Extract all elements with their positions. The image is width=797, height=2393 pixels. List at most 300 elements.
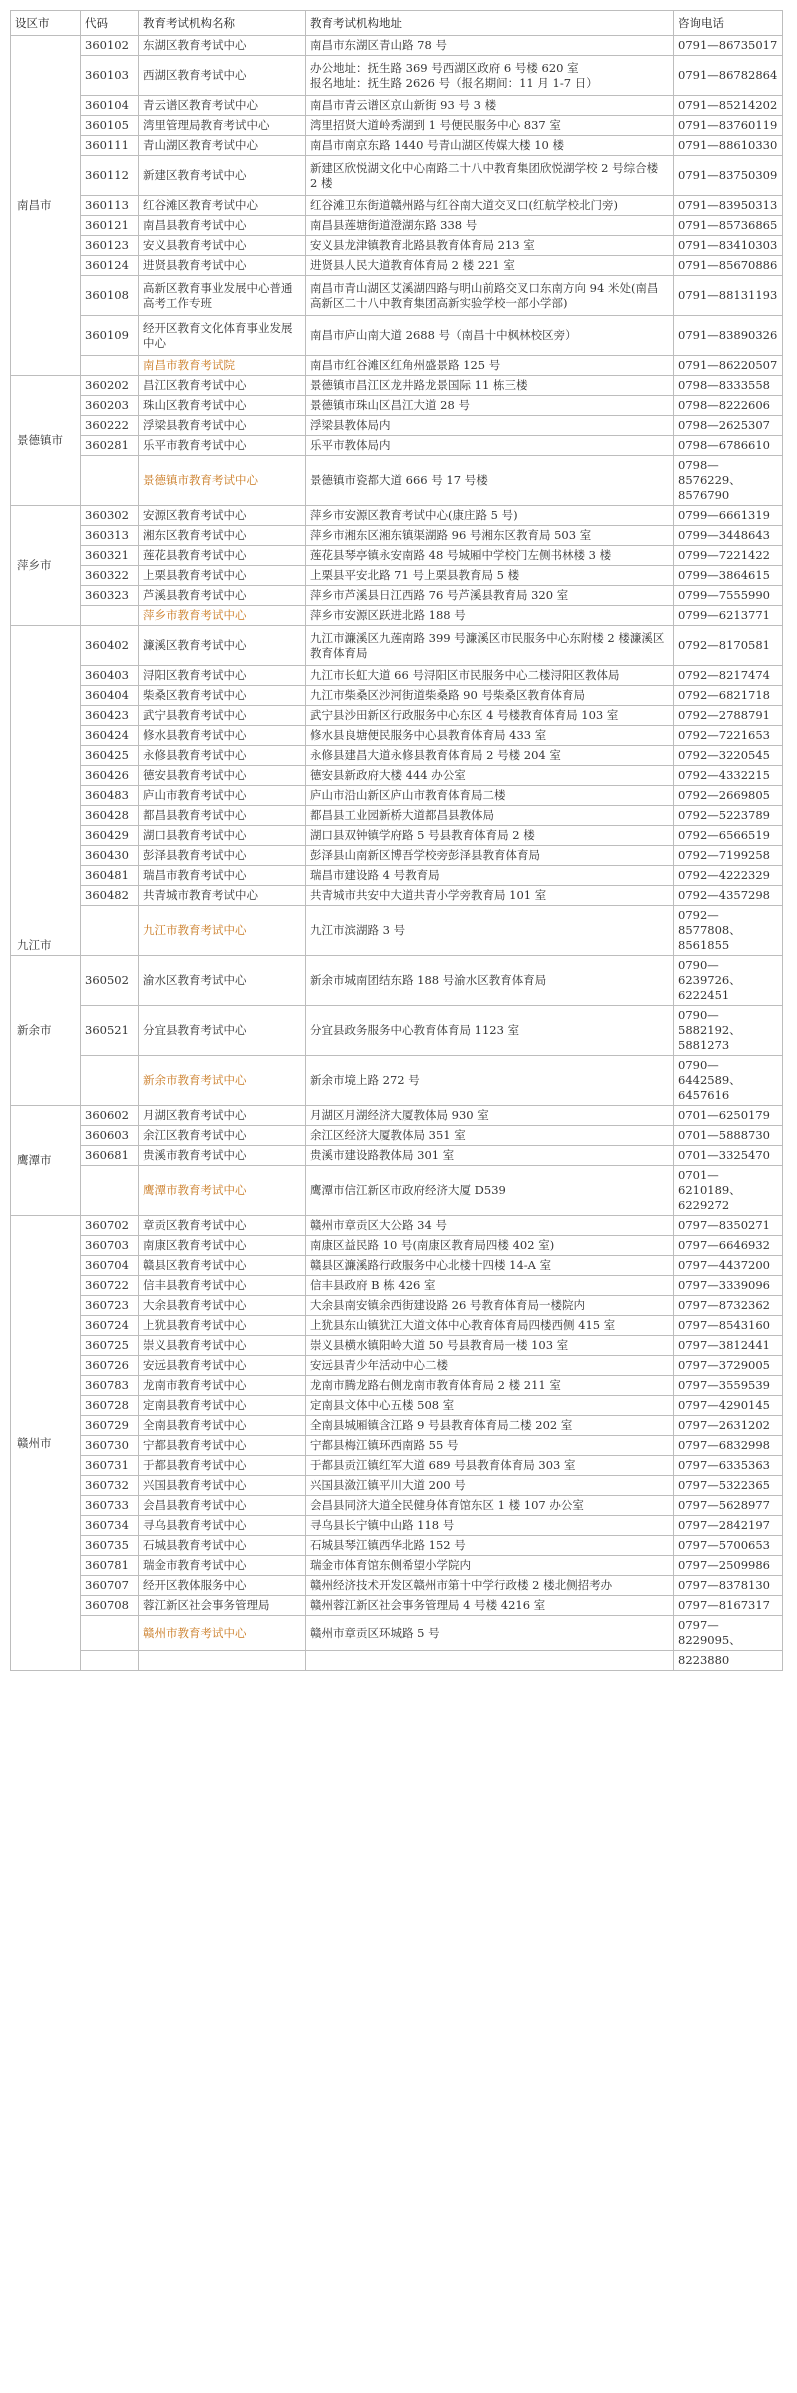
table-row bbox=[11, 686, 783, 706]
phone-cell: 0792—2669805 bbox=[674, 786, 783, 806]
table-row bbox=[11, 1396, 783, 1416]
table-row bbox=[11, 866, 783, 886]
agency-name-cell: 青云谱区教育考试中心 bbox=[139, 96, 306, 116]
code-cell: 360102 bbox=[81, 36, 139, 56]
agency-address-cell: 信丰县政府 B 栋 426 室 bbox=[306, 1276, 674, 1296]
code-cell: 360222 bbox=[81, 416, 139, 436]
code-cell: 360124 bbox=[81, 256, 139, 276]
table-row bbox=[11, 1336, 783, 1356]
city-cell: 九江市 bbox=[11, 626, 81, 956]
agency-name-cell: 南昌市教育考试院 bbox=[139, 356, 306, 376]
table-row bbox=[11, 1576, 783, 1596]
agency-address-cell: 崇义县横水镇阳岭大道 50 号县教育局一楼 103 室 bbox=[306, 1336, 674, 1356]
agency-address-cell: 新余市城南团结东路 188 号渝水区教育体育局 bbox=[306, 956, 674, 1006]
agency-address-cell bbox=[306, 1651, 674, 1671]
phone-cell: 0798—8222606 bbox=[674, 396, 783, 416]
table-row bbox=[11, 746, 783, 766]
table-row bbox=[11, 1616, 783, 1651]
agency-address-cell: 大余县南安镇余西街建设路 26 号教育体育局一楼院内 bbox=[306, 1296, 674, 1316]
agency-name-cell: 红谷滩区教育考试中心 bbox=[139, 196, 306, 216]
agency-address-cell: 萍乡市安源区教育考试中心(康庄路 5 号) bbox=[306, 506, 674, 526]
agency-name-cell: 信丰县教育考试中心 bbox=[139, 1276, 306, 1296]
phone-cell: 0799—3864615 bbox=[674, 566, 783, 586]
agency-address-cell: 赣州市章贡区环城路 5 号 bbox=[306, 1616, 674, 1651]
phone-cell: 0797—3812441 bbox=[674, 1336, 783, 1356]
header-phone: 咨询电话 bbox=[674, 11, 783, 36]
table-row bbox=[11, 56, 783, 96]
agency-name-cell: 景德镇市教育考试中心 bbox=[139, 456, 306, 506]
phone-cell: 8223880 bbox=[674, 1651, 783, 1671]
table-row bbox=[11, 1126, 783, 1146]
phone-cell: 0797—3339096 bbox=[674, 1276, 783, 1296]
phone-cell: 0798—6786610 bbox=[674, 436, 783, 456]
code-cell: 360425 bbox=[81, 746, 139, 766]
agency-name-cell: 湾里管理局教育考试中心 bbox=[139, 116, 306, 136]
agency-address-cell: 湾里招贤大道岭秀湖到 1 号便民服务中心 837 室 bbox=[306, 116, 674, 136]
agency-address-cell: 南昌市庐山南大道 2688 号（南昌十中枫林校区旁） bbox=[306, 316, 674, 356]
agency-address-cell: 九江市柴桑区沙河街道柴桑路 90 号柴桑区教育体育局 bbox=[306, 686, 674, 706]
table-row bbox=[11, 606, 783, 626]
agency-name-cell: 会昌县教育考试中心 bbox=[139, 1496, 306, 1516]
agency-name-cell: 都昌县教育考试中心 bbox=[139, 806, 306, 826]
agency-name-cell: 寻乌县教育考试中心 bbox=[139, 1516, 306, 1536]
table-row bbox=[11, 36, 783, 56]
code-cell: 360724 bbox=[81, 1316, 139, 1336]
code-cell: 360726 bbox=[81, 1356, 139, 1376]
table-row bbox=[11, 1496, 783, 1516]
agency-address-cell: 新建区欣悦湖文化中心南路二十八中教育集团欣悦湖学校 2 号综合楼 2 楼 bbox=[306, 156, 674, 196]
agency-address-cell: 红谷滩卫东街道赣州路与红谷南大道交叉口(红航学校北门旁) bbox=[306, 196, 674, 216]
table-row bbox=[11, 666, 783, 686]
agency-name-cell: 德安县教育考试中心 bbox=[139, 766, 306, 786]
phone-cell: 0792—6821718 bbox=[674, 686, 783, 706]
code-cell: 360735 bbox=[81, 1536, 139, 1556]
phone-cell: 0792—4222329 bbox=[674, 866, 783, 886]
agency-address-cell: 南昌市红谷滩区红角州盛景路 125 号 bbox=[306, 356, 674, 376]
table-row bbox=[11, 1596, 783, 1616]
code-cell: 360602 bbox=[81, 1106, 139, 1126]
agency-name-cell bbox=[139, 1651, 306, 1671]
agency-address-cell: 会昌县同济大道全民健身体育馆东区 1 楼 107 办公室 bbox=[306, 1496, 674, 1516]
phone-cell: 0792—6566519 bbox=[674, 826, 783, 846]
code-cell: 360483 bbox=[81, 786, 139, 806]
phone-cell: 0797—8350271 bbox=[674, 1216, 783, 1236]
table-row bbox=[11, 216, 783, 236]
city-cell: 新余市 bbox=[11, 956, 81, 1106]
agency-name-cell: 芦溪县教育考试中心 bbox=[139, 586, 306, 606]
agency-name-cell: 萍乡市教育考试中心 bbox=[139, 606, 306, 626]
phone-cell: 0792—8170581 bbox=[674, 626, 783, 666]
agency-name-cell: 赣县区教育考试中心 bbox=[139, 1256, 306, 1276]
header-code: 代码 bbox=[81, 11, 139, 36]
agency-address-cell: 赣州蓉江新区社会事务管理局 4 号楼 4216 室 bbox=[306, 1596, 674, 1616]
agency-address-cell: 余江区经济大厦教体局 351 室 bbox=[306, 1126, 674, 1146]
table-row bbox=[11, 396, 783, 416]
agency-address-cell: 月湖区月湖经济大厦教体局 930 室 bbox=[306, 1106, 674, 1126]
phone-cell: 0791—88131193 bbox=[674, 276, 783, 316]
code-cell: 360723 bbox=[81, 1296, 139, 1316]
code-cell: 360722 bbox=[81, 1276, 139, 1296]
phone-cell: 0791—88610330 bbox=[674, 136, 783, 156]
table-header-row bbox=[11, 11, 783, 36]
agency-address-cell: 景德镇市瓷都大道 666 号 17 号楼 bbox=[306, 456, 674, 506]
agency-name-cell: 全南县教育考试中心 bbox=[139, 1416, 306, 1436]
table-row bbox=[11, 886, 783, 906]
phone-cell: 0791—83750309 bbox=[674, 156, 783, 196]
phone-cell: 0791—85670886 bbox=[674, 256, 783, 276]
table-row bbox=[11, 906, 783, 956]
phone-cell: 0790—6442589、6457616 bbox=[674, 1056, 783, 1106]
code-cell: 360781 bbox=[81, 1556, 139, 1576]
code-cell: 360404 bbox=[81, 686, 139, 706]
code-cell: 360428 bbox=[81, 806, 139, 826]
table-row bbox=[11, 956, 783, 1006]
agency-name-cell: 经开区教体服务中心 bbox=[139, 1576, 306, 1596]
phone-cell: 0797—6832998 bbox=[674, 1436, 783, 1456]
agency-address-cell: 共青城市共安中大道共青小学旁教育局 101 室 bbox=[306, 886, 674, 906]
code-cell: 360104 bbox=[81, 96, 139, 116]
agency-name-cell: 共青城市教育考试中心 bbox=[139, 886, 306, 906]
agency-address-cell: 九江市濂溪区九莲南路 399 号濂溪区市民服务中心东附楼 2 楼濂溪区教育体育局 bbox=[306, 626, 674, 666]
code-cell: 360121 bbox=[81, 216, 139, 236]
agency-name-cell: 东湖区教育考试中心 bbox=[139, 36, 306, 56]
code-cell: 360481 bbox=[81, 866, 139, 886]
agency-name-cell: 西湖区教育考试中心 bbox=[139, 56, 306, 96]
code-cell: 360202 bbox=[81, 376, 139, 396]
agency-address-cell: 赣州经济技术开发区赣州市第十中学行政楼 2 楼北侧招考办 bbox=[306, 1576, 674, 1596]
agency-name-cell: 九江市教育考试中心 bbox=[139, 906, 306, 956]
agency-name-cell: 章贡区教育考试中心 bbox=[139, 1216, 306, 1236]
phone-cell: 0792—7199258 bbox=[674, 846, 783, 866]
city-cell: 萍乡市 bbox=[11, 506, 81, 626]
phone-cell: 0797—8378130 bbox=[674, 1576, 783, 1596]
table-row bbox=[11, 1651, 783, 1671]
code-cell: 360733 bbox=[81, 1496, 139, 1516]
table-row bbox=[11, 1456, 783, 1476]
agency-name-cell: 珠山区教育考试中心 bbox=[139, 396, 306, 416]
code-cell: 360402 bbox=[81, 626, 139, 666]
header-agency-address: 教育考试机构地址 bbox=[306, 11, 674, 36]
code-cell: 360108 bbox=[81, 276, 139, 316]
agency-name-cell: 彭泽县教育考试中心 bbox=[139, 846, 306, 866]
agency-address-cell: 兴国县潋江镇平川大道 200 号 bbox=[306, 1476, 674, 1496]
code-cell: 360423 bbox=[81, 706, 139, 726]
agency-address-cell: 南昌市南京东路 1440 号青山湖区传媒大楼 10 楼 bbox=[306, 136, 674, 156]
header-agency-name: 教育考试机构名称 bbox=[139, 11, 306, 36]
city-cell: 南昌市 bbox=[11, 36, 81, 376]
phone-cell: 0797—4437200 bbox=[674, 1256, 783, 1276]
phone-cell: 0792—4357298 bbox=[674, 886, 783, 906]
agency-name-cell: 经开区教育文化体育事业发展中心 bbox=[139, 316, 306, 356]
table-row bbox=[11, 1376, 783, 1396]
agency-name-cell: 瑞昌市教育考试中心 bbox=[139, 866, 306, 886]
agency-name-cell: 新余市教育考试中心 bbox=[139, 1056, 306, 1106]
table-row bbox=[11, 316, 783, 356]
agency-name-cell: 定南县教育考试中心 bbox=[139, 1396, 306, 1416]
agency-address-cell: 武宁县沙田新区行政服务中心东区 4 号楼教育体育局 103 室 bbox=[306, 706, 674, 726]
agency-address-cell: 宁都县梅江镇环西南路 55 号 bbox=[306, 1436, 674, 1456]
phone-cell: 0799—6213771 bbox=[674, 606, 783, 626]
phone-cell: 0797—4290145 bbox=[674, 1396, 783, 1416]
phone-cell: 0797—8167317 bbox=[674, 1596, 783, 1616]
phone-cell: 0799—7555990 bbox=[674, 586, 783, 606]
agency-name-cell: 上栗县教育考试中心 bbox=[139, 566, 306, 586]
table-row bbox=[11, 1056, 783, 1106]
phone-cell: 0797—3559539 bbox=[674, 1376, 783, 1396]
phone-cell: 0792—4332215 bbox=[674, 766, 783, 786]
phone-cell: 0791—83950313 bbox=[674, 196, 783, 216]
phone-cell: 0797—8732362 bbox=[674, 1296, 783, 1316]
agency-address-cell: 瑞昌市建设路 4 号教育局 bbox=[306, 866, 674, 886]
code-cell: 360725 bbox=[81, 1336, 139, 1356]
table-row bbox=[11, 376, 783, 396]
city-cell: 鹰潭市 bbox=[11, 1106, 81, 1216]
agency-address-cell: 萍乡市湘东区湘东镇渠湖路 96 号湘东区教育局 503 室 bbox=[306, 526, 674, 546]
agency-address-cell: 景德镇市昌江区龙井路龙景国际 11 栋三楼 bbox=[306, 376, 674, 396]
agency-address-cell: 永修县建昌大道永修县教育体育局 2 号楼 204 室 bbox=[306, 746, 674, 766]
agency-name-cell: 浮梁县教育考试中心 bbox=[139, 416, 306, 436]
table-row bbox=[11, 1516, 783, 1536]
agency-address-cell: 进贤县人民大道教育体育局 2 楼 221 室 bbox=[306, 256, 674, 276]
table-row bbox=[11, 1296, 783, 1316]
table-row bbox=[11, 1006, 783, 1056]
table-row bbox=[11, 526, 783, 546]
agency-name-cell: 浔阳区教育考试中心 bbox=[139, 666, 306, 686]
agency-name-cell: 大余县教育考试中心 bbox=[139, 1296, 306, 1316]
code-cell bbox=[81, 906, 139, 956]
code-cell: 360281 bbox=[81, 436, 139, 456]
table-row bbox=[11, 1436, 783, 1456]
agency-name-cell: 柴桑区教育考试中心 bbox=[139, 686, 306, 706]
phone-cell: 0701—5888730 bbox=[674, 1126, 783, 1146]
table-row bbox=[11, 706, 783, 726]
phone-cell: 0791—85214202 bbox=[674, 96, 783, 116]
table-row bbox=[11, 586, 783, 606]
agency-name-cell: 赣州市教育考试中心 bbox=[139, 1616, 306, 1651]
agency-name-cell: 安远县教育考试中心 bbox=[139, 1356, 306, 1376]
phone-cell: 0797—5700653 bbox=[674, 1536, 783, 1556]
phone-cell: 0791—86220507 bbox=[674, 356, 783, 376]
table-row bbox=[11, 506, 783, 526]
code-cell: 360482 bbox=[81, 886, 139, 906]
table-row bbox=[11, 1416, 783, 1436]
agency-name-cell: 上犹县教育考试中心 bbox=[139, 1316, 306, 1336]
agency-name-cell: 昌江区教育考试中心 bbox=[139, 376, 306, 396]
phone-cell: 0799—3448643 bbox=[674, 526, 783, 546]
phone-cell: 0797—2842197 bbox=[674, 1516, 783, 1536]
agency-address-cell: 九江市长虹大道 66 号浔阳区市民服务中心二楼浔阳区教体局 bbox=[306, 666, 674, 686]
agency-address-cell: 寻乌县长宁镇中山路 118 号 bbox=[306, 1516, 674, 1536]
phone-cell: 0797—5322365 bbox=[674, 1476, 783, 1496]
phone-cell: 0797—6335363 bbox=[674, 1456, 783, 1476]
agency-name-cell: 进贤县教育考试中心 bbox=[139, 256, 306, 276]
agency-address-cell: 办公地址：抚生路 369 号西湖区政府 6 号楼 620 室 报名地址：抚生路 2626 号（报名期间：11 月 1-7 日） bbox=[306, 56, 674, 96]
code-cell: 360732 bbox=[81, 1476, 139, 1496]
phone-cell: 0797—2631202 bbox=[674, 1416, 783, 1436]
table-row bbox=[11, 276, 783, 316]
phone-cell: 0798—8576229、8576790 bbox=[674, 456, 783, 506]
table-row bbox=[11, 1536, 783, 1556]
agency-address-cell: 南康区益民路 10 号(南康区教育局四楼 402 室) bbox=[306, 1236, 674, 1256]
agency-name-cell: 鹰潭市教育考试中心 bbox=[139, 1166, 306, 1216]
agency-name-cell: 高新区教育事业发展中心普通高考工作专班 bbox=[139, 276, 306, 316]
agency-name-cell: 分宜县教育考试中心 bbox=[139, 1006, 306, 1056]
code-cell: 360707 bbox=[81, 1576, 139, 1596]
code-cell: 360603 bbox=[81, 1126, 139, 1146]
code-cell bbox=[81, 1651, 139, 1671]
code-cell: 360729 bbox=[81, 1416, 139, 1436]
agency-name-cell: 安义县教育考试中心 bbox=[139, 236, 306, 256]
agency-address-cell: 石城县琴江镇西华北路 152 号 bbox=[306, 1536, 674, 1556]
agency-address-cell: 南昌市青云谱区京山新街 93 号 3 楼 bbox=[306, 96, 674, 116]
code-cell: 360730 bbox=[81, 1436, 139, 1456]
table-row bbox=[11, 1146, 783, 1166]
table-row bbox=[11, 436, 783, 456]
table-row bbox=[11, 846, 783, 866]
phone-cell: 0791—86735017 bbox=[674, 36, 783, 56]
table-row bbox=[11, 1256, 783, 1276]
agency-name-cell: 青山湖区教育考试中心 bbox=[139, 136, 306, 156]
table-row bbox=[11, 1106, 783, 1126]
code-cell: 360728 bbox=[81, 1396, 139, 1416]
agency-address-cell: 分宜县政务服务中心教育体育局 1123 室 bbox=[306, 1006, 674, 1056]
phone-cell: 0701—6210189、6229272 bbox=[674, 1166, 783, 1216]
table-row bbox=[11, 256, 783, 276]
agency-address-cell: 赣县区濂溪路行政服务中心北楼十四楼 14-A 室 bbox=[306, 1256, 674, 1276]
agency-address-cell: 修水县良塘便民服务中心县教育体育局 433 室 bbox=[306, 726, 674, 746]
code-cell bbox=[81, 606, 139, 626]
code-cell: 360322 bbox=[81, 566, 139, 586]
agency-name-cell: 南昌县教育考试中心 bbox=[139, 216, 306, 236]
code-cell bbox=[81, 1056, 139, 1106]
agency-address-cell: 瑞金市体育馆东侧希望小学院内 bbox=[306, 1556, 674, 1576]
agency-name-cell: 余江区教育考试中心 bbox=[139, 1126, 306, 1146]
agency-address-cell: 九江市滨湖路 3 号 bbox=[306, 906, 674, 956]
agency-address-cell: 安远县青少年活动中心二楼 bbox=[306, 1356, 674, 1376]
agency-address-cell: 南昌市青山湖区艾溪湖四路与明山前路交叉口东南方向 94 米处(南昌高新区二十八中教育集团高新实验学校一部小学部) bbox=[306, 276, 674, 316]
agency-name-cell: 庐山市教育考试中心 bbox=[139, 786, 306, 806]
code-cell: 360321 bbox=[81, 546, 139, 566]
agency-name-cell: 湘东区教育考试中心 bbox=[139, 526, 306, 546]
code-cell bbox=[81, 456, 139, 506]
phone-cell: 0792—2788791 bbox=[674, 706, 783, 726]
code-cell bbox=[81, 1166, 139, 1216]
agency-name-cell: 贵溪市教育考试中心 bbox=[139, 1146, 306, 1166]
table-row bbox=[11, 1556, 783, 1576]
agency-name-cell: 蓉江新区社会事务管理局 bbox=[139, 1596, 306, 1616]
phone-cell: 0792—8577808、8561855 bbox=[674, 906, 783, 956]
phone-cell: 0799—6661319 bbox=[674, 506, 783, 526]
agency-name-cell: 莲花县教育考试中心 bbox=[139, 546, 306, 566]
table-row bbox=[11, 726, 783, 746]
code-cell: 360430 bbox=[81, 846, 139, 866]
table-row bbox=[11, 1476, 783, 1496]
table-row bbox=[11, 196, 783, 216]
agency-address-cell: 定南县文体中心五楼 508 室 bbox=[306, 1396, 674, 1416]
phone-cell: 0797—8229095、 bbox=[674, 1616, 783, 1651]
code-cell: 360731 bbox=[81, 1456, 139, 1476]
code-cell: 360112 bbox=[81, 156, 139, 196]
agency-address-cell: 全南县城厢镇含江路 9 号县教育体育局二楼 202 室 bbox=[306, 1416, 674, 1436]
table-row bbox=[11, 806, 783, 826]
agency-address-cell: 都昌县工业园新桥大道都昌县教体局 bbox=[306, 806, 674, 826]
table-row bbox=[11, 356, 783, 376]
phone-cell: 0701—3325470 bbox=[674, 1146, 783, 1166]
phone-cell: 0791—83410303 bbox=[674, 236, 783, 256]
agency-address-cell: 南昌县莲塘街道澄湖东路 338 号 bbox=[306, 216, 674, 236]
agency-name-cell: 湖口县教育考试中心 bbox=[139, 826, 306, 846]
table-body bbox=[11, 36, 783, 1671]
phone-cell: 0797—8543160 bbox=[674, 1316, 783, 1336]
code-cell: 360708 bbox=[81, 1596, 139, 1616]
table-row bbox=[11, 786, 783, 806]
agency-name-cell: 于都县教育考试中心 bbox=[139, 1456, 306, 1476]
table-row bbox=[11, 96, 783, 116]
code-cell: 360302 bbox=[81, 506, 139, 526]
phone-cell: 0792—7221653 bbox=[674, 726, 783, 746]
agency-name-cell: 新建区教育考试中心 bbox=[139, 156, 306, 196]
code-cell: 360502 bbox=[81, 956, 139, 1006]
phone-cell: 0798—2625307 bbox=[674, 416, 783, 436]
agency-address-cell: 莲花县琴亭镇永安南路 48 号城厢中学校门左侧书林楼 3 楼 bbox=[306, 546, 674, 566]
code-cell: 360703 bbox=[81, 1236, 139, 1256]
table-row bbox=[11, 1216, 783, 1236]
agency-address-cell: 于都县贡江镇红军大道 689 号县教育体育局 303 室 bbox=[306, 1456, 674, 1476]
agency-name-cell: 武宁县教育考试中心 bbox=[139, 706, 306, 726]
table-row bbox=[11, 1166, 783, 1216]
agency-name-cell: 兴国县教育考试中心 bbox=[139, 1476, 306, 1496]
phone-cell: 0790—6239726、6222451 bbox=[674, 956, 783, 1006]
exam-agency-table bbox=[10, 10, 783, 1671]
code-cell: 360105 bbox=[81, 116, 139, 136]
code-cell: 360426 bbox=[81, 766, 139, 786]
phone-cell: 0791—86782864 bbox=[674, 56, 783, 96]
code-cell: 360323 bbox=[81, 586, 139, 606]
agency-name-cell: 永修县教育考试中心 bbox=[139, 746, 306, 766]
table-row bbox=[11, 566, 783, 586]
code-cell: 360734 bbox=[81, 1516, 139, 1536]
code-cell: 360429 bbox=[81, 826, 139, 846]
code-cell: 360123 bbox=[81, 236, 139, 256]
phone-cell: 0797—6646932 bbox=[674, 1236, 783, 1256]
table-row bbox=[11, 766, 783, 786]
agency-name-cell: 石城县教育考试中心 bbox=[139, 1536, 306, 1556]
code-cell: 360783 bbox=[81, 1376, 139, 1396]
code-cell: 360403 bbox=[81, 666, 139, 686]
agency-address-cell: 彭泽县山南新区博吾学校旁彭泽县教育体育局 bbox=[306, 846, 674, 866]
phone-cell: 0792—5223789 bbox=[674, 806, 783, 826]
agency-name-cell: 乐平市教育考试中心 bbox=[139, 436, 306, 456]
phone-cell: 0791—85736865 bbox=[674, 216, 783, 236]
agency-address-cell: 德安县新政府大楼 444 办公室 bbox=[306, 766, 674, 786]
agency-name-cell: 崇义县教育考试中心 bbox=[139, 1336, 306, 1356]
code-cell: 360203 bbox=[81, 396, 139, 416]
code-cell: 360702 bbox=[81, 1216, 139, 1236]
phone-cell: 0799—7221422 bbox=[674, 546, 783, 566]
agency-address-cell: 鹰潭市信江新区市政府经济大厦 D539 bbox=[306, 1166, 674, 1216]
agency-address-cell: 萍乡市芦溪县日江西路 76 号芦溪县教育局 320 室 bbox=[306, 586, 674, 606]
table-row bbox=[11, 456, 783, 506]
phone-cell: 0797—5628977 bbox=[674, 1496, 783, 1516]
agency-name-cell: 瑞金市教育考试中心 bbox=[139, 1556, 306, 1576]
phone-cell: 0701—6250179 bbox=[674, 1106, 783, 1126]
table-row bbox=[11, 546, 783, 566]
agency-address-cell: 龙南市腾龙路右侧龙南市教育体育局 2 楼 211 室 bbox=[306, 1376, 674, 1396]
code-cell: 360424 bbox=[81, 726, 139, 746]
agency-name-cell: 南康区教育考试中心 bbox=[139, 1236, 306, 1256]
code-cell bbox=[81, 356, 139, 376]
table-row bbox=[11, 1276, 783, 1296]
